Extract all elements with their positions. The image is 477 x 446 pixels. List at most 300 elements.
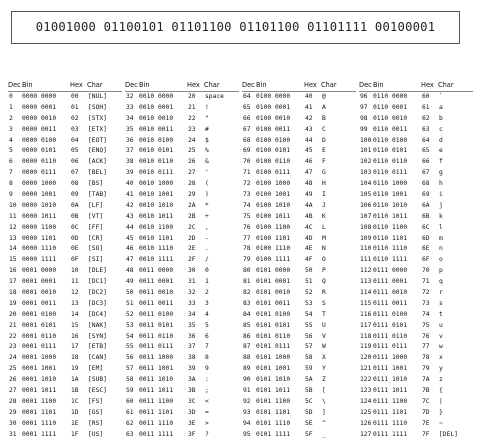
cell-dec: 108 — [360, 223, 372, 231]
table-row — [125, 168, 239, 179]
cell-char: 9 — [205, 365, 209, 373]
cell-dec: 40 — [126, 180, 134, 188]
cell-hex: 4F — [305, 256, 313, 264]
cell-char: k — [439, 212, 443, 220]
cell-dec: 54 — [126, 332, 134, 340]
cell-bin: 0101 1110 — [256, 419, 291, 427]
table-row — [359, 408, 473, 419]
column-header-bin: Bin — [139, 81, 150, 89]
cell-char: [STX] — [88, 114, 107, 122]
table-row — [8, 397, 122, 408]
cell-hex: 24 — [188, 136, 196, 144]
cell-dec: 65 — [243, 103, 251, 111]
cell-char: U — [322, 321, 326, 329]
cell-bin: 0100 0100 — [256, 136, 291, 144]
cell-dec: 52 — [126, 310, 134, 318]
cell-hex: 14 — [71, 310, 79, 318]
cell-dec: 102 — [360, 158, 372, 166]
cell-hex: 17 — [71, 343, 79, 351]
cell-dec: 43 — [126, 212, 134, 220]
cell-dec: 100 — [360, 136, 372, 144]
cell-char: G — [322, 169, 326, 177]
cell-hex: 20 — [188, 93, 196, 100]
cell-char: [SUB] — [88, 376, 107, 384]
cell-hex: 02 — [71, 114, 79, 122]
cell-dec: 62 — [126, 419, 134, 427]
table-row — [242, 212, 356, 223]
cell-char: [DC4] — [88, 310, 107, 318]
cell-hex: 68 — [422, 180, 430, 188]
cell-char: n — [439, 245, 443, 253]
cell-dec: 17 — [9, 278, 17, 286]
cell-hex: 33 — [188, 299, 196, 307]
binary-string: 01001000 01100101 01101100 01101100 01101111 00100001 — [35, 20, 436, 34]
cell-dec: 95 — [243, 430, 251, 438]
cell-bin: 0011 0100 — [139, 310, 174, 318]
cell-bin: 0000 1101 — [22, 234, 57, 242]
cell-hex: 78 — [422, 354, 430, 362]
cell-dec: 105 — [360, 191, 372, 199]
cell-char: , — [205, 223, 209, 231]
cell-char: [ACK] — [88, 158, 107, 166]
cell-bin: 0111 1011 — [373, 387, 408, 395]
cell-bin: 0101 0100 — [256, 310, 291, 318]
table-row — [125, 223, 239, 234]
cell-hex: 4D — [305, 234, 313, 242]
cell-bin: 0101 0101 — [256, 321, 291, 329]
table-row — [359, 375, 473, 386]
table-row — [242, 332, 356, 343]
cell-bin: 0011 1000 — [139, 354, 174, 362]
table-header-row — [8, 80, 122, 92]
cell-hex: 70 — [422, 267, 430, 275]
cell-dec: 19 — [9, 299, 17, 307]
table-row — [125, 386, 239, 397]
cell-bin: 0110 0101 — [373, 147, 408, 155]
cell-bin: 0001 1101 — [22, 408, 57, 416]
cell-hex: 65 — [422, 147, 430, 155]
cell-hex: 5A — [305, 376, 313, 384]
table-body — [242, 92, 356, 441]
cell-char: N — [322, 245, 326, 253]
cell-hex: 7C — [422, 397, 430, 405]
table-row — [8, 430, 122, 441]
table-row — [8, 146, 122, 157]
table-row — [8, 201, 122, 212]
table-row — [125, 266, 239, 277]
cell-dec: 68 — [243, 136, 251, 144]
cell-dec: 60 — [126, 397, 134, 405]
cell-hex: 42 — [305, 114, 313, 122]
cell-char: B — [322, 114, 326, 122]
cell-char: [CAN] — [88, 354, 107, 362]
cell-dec: 46 — [126, 245, 134, 253]
cell-bin: 0100 1001 — [256, 191, 291, 199]
cell-dec: 18 — [9, 289, 17, 297]
cell-char: j — [439, 201, 443, 209]
table-row — [8, 255, 122, 266]
cell-dec: 14 — [9, 245, 17, 253]
table-row — [359, 288, 473, 299]
cell-dec: 76 — [243, 223, 251, 231]
cell-bin: 0011 1101 — [139, 408, 174, 416]
cell-hex: 75 — [422, 321, 430, 329]
cell-bin: 0000 0110 — [22, 158, 57, 166]
cell-hex: 49 — [305, 191, 313, 199]
cell-char: 7 — [205, 343, 209, 351]
cell-bin: 0111 0000 — [373, 267, 408, 275]
cell-bin: 0100 1011 — [256, 212, 291, 220]
cell-dec: 24 — [9, 354, 17, 362]
cell-dec: 26 — [9, 376, 17, 384]
table-row — [359, 430, 473, 441]
cell-bin: 0110 1000 — [373, 180, 408, 188]
cell-bin: 0000 1011 — [22, 212, 57, 220]
cell-char: K — [322, 212, 326, 220]
cell-dec: 122 — [360, 376, 372, 384]
cell-char: x — [439, 354, 443, 362]
cell-dec: 101 — [360, 147, 372, 155]
table-row — [125, 244, 239, 255]
cell-hex: 51 — [305, 278, 313, 286]
table-row — [359, 266, 473, 277]
cell-char: g — [439, 169, 443, 177]
cell-dec: 27 — [9, 387, 17, 395]
cell-hex: 50 — [305, 267, 313, 275]
table-row — [242, 266, 356, 277]
cell-bin: 0001 1100 — [22, 397, 57, 405]
cell-dec: 120 — [360, 354, 372, 362]
cell-dec: 80 — [243, 267, 251, 275]
cell-dec: 21 — [9, 321, 17, 329]
table-row — [359, 114, 473, 125]
cell-dec: 34 — [126, 114, 134, 122]
table-row — [8, 125, 122, 136]
table-row — [8, 288, 122, 299]
table-row — [8, 223, 122, 234]
cell-bin: 0101 0111 — [256, 343, 291, 351]
cell-hex: 79 — [422, 365, 430, 373]
cell-hex: 39 — [188, 365, 196, 373]
cell-dec: 93 — [243, 408, 251, 416]
cell-hex: 41 — [305, 103, 313, 111]
cell-char: X — [322, 354, 326, 362]
cell-char: d — [439, 136, 443, 144]
cell-bin: 0101 0110 — [256, 332, 291, 340]
cell-hex: 30 — [188, 267, 196, 275]
cell-char: 5 — [205, 321, 209, 329]
cell-char: 4 — [205, 310, 209, 318]
cell-hex: 52 — [305, 289, 313, 297]
cell-bin: 0111 1010 — [373, 376, 408, 384]
table-row — [242, 223, 356, 234]
cell-dec: 70 — [243, 158, 251, 166]
table-body — [8, 92, 122, 441]
cell-hex: 1B — [71, 387, 79, 395]
cell-bin: 0010 1010 — [139, 201, 174, 209]
table-row — [359, 353, 473, 364]
cell-char: = — [205, 408, 209, 416]
cell-char: [SO] — [88, 245, 104, 253]
cell-dec: 33 — [126, 103, 134, 111]
table-row — [8, 332, 122, 343]
ascii-table-section — [359, 80, 473, 441]
cell-dec: 123 — [360, 387, 372, 395]
cell-hex: 3D — [188, 408, 196, 416]
table-row — [359, 179, 473, 190]
cell-dec: 2 — [9, 114, 13, 122]
cell-dec: 67 — [243, 125, 251, 133]
cell-hex: 28 — [188, 180, 196, 188]
cell-char: @ — [322, 93, 326, 100]
cell-char: [TAB] — [88, 191, 107, 199]
cell-bin: 0110 0001 — [373, 103, 408, 111]
cell-dec: 94 — [243, 419, 251, 427]
cell-hex: 05 — [71, 147, 79, 155]
cell-bin: 0100 0011 — [256, 125, 291, 133]
table-row — [8, 168, 122, 179]
cell-dec: 81 — [243, 278, 251, 286]
table-row — [359, 255, 473, 266]
cell-hex: 40 — [305, 93, 313, 100]
cell-char: [ — [322, 387, 326, 395]
cell-hex: 34 — [188, 310, 196, 318]
cell-bin: 0111 1001 — [373, 365, 408, 373]
cell-hex: 48 — [305, 180, 313, 188]
table-row — [8, 342, 122, 353]
table-row — [359, 157, 473, 168]
table-row — [242, 146, 356, 157]
cell-hex: 6D — [422, 234, 430, 242]
cell-bin: 0010 0011 — [139, 125, 174, 133]
table-row — [242, 299, 356, 310]
cell-char: * — [205, 201, 209, 209]
binary-string-box — [11, 11, 460, 44]
cell-dec: 125 — [360, 408, 372, 416]
cell-dec: 116 — [360, 310, 372, 318]
cell-hex: 56 — [305, 332, 313, 340]
cell-dec: 63 — [126, 430, 134, 438]
cell-char: b — [439, 114, 443, 122]
cell-hex: 1E — [71, 419, 79, 427]
cell-char: | — [439, 397, 443, 405]
cell-hex: 27 — [188, 169, 196, 177]
cell-bin: 0001 0001 — [22, 278, 57, 286]
cell-hex: 01 — [71, 103, 79, 111]
cell-hex: 57 — [305, 343, 313, 351]
cell-dec: 51 — [126, 299, 134, 307]
column-header-bin: Bin — [22, 81, 33, 89]
column-header-char: Char — [438, 81, 454, 89]
cell-char: 1 — [205, 278, 209, 286]
cell-hex: 35 — [188, 321, 196, 329]
cell-char: [SI] — [88, 256, 104, 264]
cell-hex: 03 — [71, 125, 79, 133]
cell-bin: 0000 1111 — [22, 256, 57, 264]
column-header-dec: Dec — [242, 81, 255, 89]
cell-dec: 15 — [9, 256, 17, 264]
cell-dec: 127 — [360, 430, 372, 438]
cell-bin: 0100 1010 — [256, 201, 291, 209]
cell-bin: 0011 0011 — [139, 299, 174, 307]
table-row — [125, 212, 239, 223]
column-header-char: Char — [87, 81, 103, 89]
cell-dec: 104 — [360, 180, 372, 188]
table-body — [125, 92, 239, 441]
cell-hex: 6C — [422, 223, 430, 231]
table-header-row — [242, 80, 356, 92]
cell-dec: 30 — [9, 419, 17, 427]
cell-dec: 6 — [9, 158, 13, 166]
table-row — [8, 212, 122, 223]
table-row — [125, 288, 239, 299]
cell-hex: 23 — [188, 125, 196, 133]
cell-char: ? — [205, 430, 209, 438]
cell-hex: 5C — [305, 397, 313, 405]
cell-char: D — [322, 136, 326, 144]
table-row — [125, 375, 239, 386]
table-row — [8, 244, 122, 255]
cell-char: q — [439, 278, 443, 286]
cell-char: / — [205, 256, 209, 264]
cell-char: A — [322, 103, 326, 111]
table-row — [125, 299, 239, 310]
cell-dec: 121 — [360, 365, 372, 373]
cell-dec: 86 — [243, 332, 251, 340]
cell-char: [NUL] — [88, 93, 107, 100]
cell-hex: 16 — [71, 332, 79, 340]
cell-dec: 53 — [126, 321, 134, 329]
table-row — [242, 408, 356, 419]
cell-bin: 0010 1001 — [139, 191, 174, 199]
cell-char: [DC2] — [88, 289, 107, 297]
cell-bin: 0011 1010 — [139, 376, 174, 384]
cell-hex: 0F — [71, 256, 79, 264]
table-row — [242, 92, 356, 103]
table-row — [8, 190, 122, 201]
cell-dec: 112 — [360, 267, 372, 275]
cell-dec: 107 — [360, 212, 372, 220]
cell-bin: 0111 1110 — [373, 419, 408, 427]
cell-dec: 77 — [243, 234, 251, 242]
cell-bin: 0001 1010 — [22, 376, 57, 384]
cell-hex: 36 — [188, 332, 196, 340]
cell-hex: 5E — [305, 419, 313, 427]
cell-bin: 0110 0111 — [373, 169, 408, 177]
cell-char: [DEL] — [439, 430, 458, 438]
cell-dec: 69 — [243, 147, 251, 155]
cell-bin: 0001 1111 — [22, 430, 57, 438]
cell-bin: 0110 0110 — [373, 158, 408, 166]
cell-char: [RS] — [88, 419, 104, 427]
cell-char: L — [322, 223, 326, 231]
cell-char: % — [205, 147, 209, 155]
cell-hex: 0A — [71, 201, 79, 209]
column-header-dec: Dec — [8, 81, 21, 89]
cell-hex: 3B — [188, 387, 196, 395]
table-row — [242, 179, 356, 190]
cell-char: O — [322, 256, 326, 264]
cell-char: - — [205, 234, 209, 242]
cell-char: : — [205, 376, 209, 384]
cell-hex: 0B — [71, 212, 79, 220]
table-row — [8, 234, 122, 245]
cell-char: R — [322, 289, 326, 297]
cell-char: y — [439, 365, 443, 373]
cell-dec: 79 — [243, 256, 251, 264]
cell-char: r — [439, 289, 443, 297]
table-row — [8, 310, 122, 321]
cell-char: w — [439, 343, 443, 351]
cell-dec: 10 — [9, 201, 17, 209]
cell-hex: 4A — [305, 201, 313, 209]
cell-dec: 74 — [243, 201, 251, 209]
cell-bin: 0011 0110 — [139, 332, 174, 340]
cell-char: [BEL] — [88, 169, 107, 177]
table-row — [125, 321, 239, 332]
cell-hex: 1C — [71, 397, 79, 405]
cell-char: { — [439, 387, 443, 395]
table-body — [359, 92, 473, 441]
cell-dec: 56 — [126, 354, 134, 362]
cell-hex: 7F — [422, 430, 430, 438]
cell-char: [ENQ] — [88, 147, 107, 155]
cell-hex: 2C — [188, 223, 196, 231]
cell-dec: 72 — [243, 180, 251, 188]
ascii-table-section — [242, 80, 356, 441]
cell-char: [FF] — [88, 223, 104, 231]
cell-dec: 84 — [243, 310, 251, 318]
table-row — [359, 234, 473, 245]
cell-bin: 0011 0111 — [139, 343, 174, 351]
cell-hex: 09 — [71, 191, 79, 199]
table-row — [125, 397, 239, 408]
cell-hex: 13 — [71, 299, 79, 307]
cell-dec: 57 — [126, 365, 134, 373]
cell-hex: 32 — [188, 289, 196, 297]
cell-dec: 31 — [9, 430, 17, 438]
table-row — [242, 386, 356, 397]
table-row — [359, 342, 473, 353]
cell-dec: 96 — [360, 93, 368, 100]
cell-hex: 1A — [71, 376, 79, 384]
cell-char: > — [205, 419, 209, 427]
cell-char: [ETX] — [88, 125, 107, 133]
cell-bin: 0000 1010 — [22, 201, 57, 209]
cell-bin: 0101 1100 — [256, 397, 291, 405]
table-row — [242, 114, 356, 125]
cell-hex: 10 — [71, 267, 79, 275]
table-row — [8, 299, 122, 310]
cell-dec: 83 — [243, 299, 251, 307]
table-row — [359, 201, 473, 212]
cell-hex: 5B — [305, 387, 313, 395]
cell-dec: 106 — [360, 201, 372, 209]
cell-dec: 126 — [360, 419, 372, 427]
cell-hex: 3E — [188, 419, 196, 427]
cell-dec: 47 — [126, 256, 134, 264]
cell-char: ~ — [439, 419, 443, 427]
cell-bin: 0011 0010 — [139, 289, 174, 297]
cell-hex: 7A — [422, 376, 430, 384]
cell-bin: 0100 0110 — [256, 158, 291, 166]
cell-dec: 55 — [126, 343, 134, 351]
cell-hex: 15 — [71, 321, 79, 329]
cell-dec: 25 — [9, 365, 17, 373]
table-row — [359, 310, 473, 321]
table-row — [125, 430, 239, 441]
cell-bin: 0000 0111 — [22, 169, 57, 177]
